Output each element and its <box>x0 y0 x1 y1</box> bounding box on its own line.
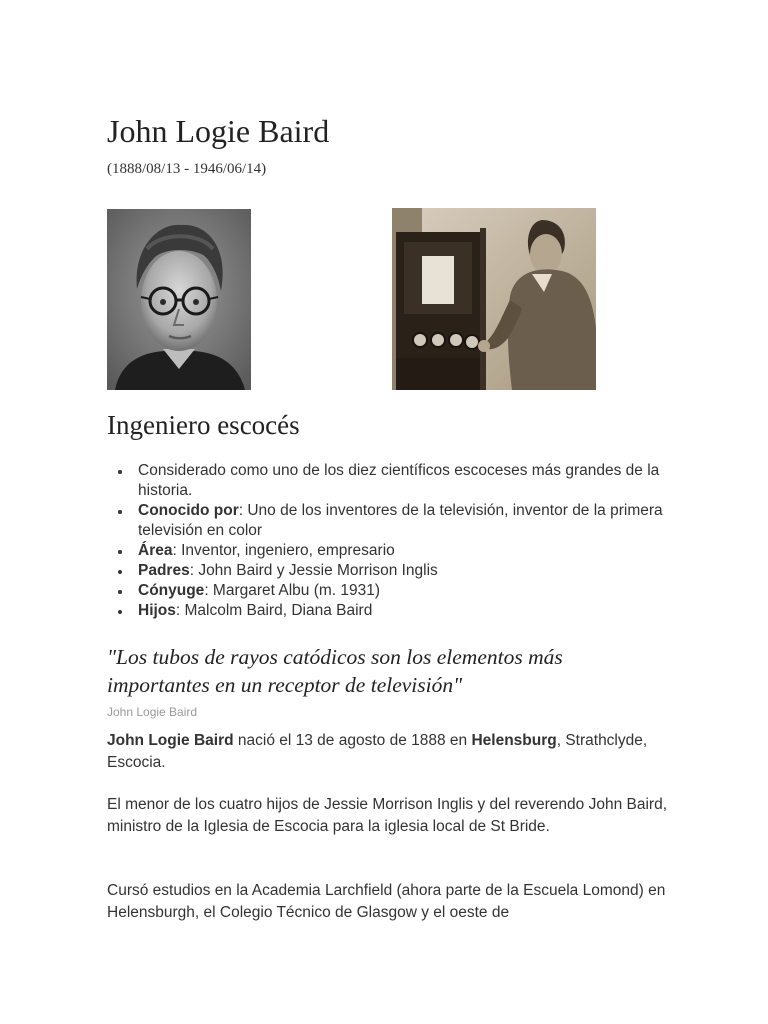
bold-name: John Logie Baird <box>107 732 234 749</box>
paragraph-text: nació el 13 de agosto de 1888 en <box>233 732 472 749</box>
list-item <box>138 601 667 621</box>
fact-text: : Margaret Albu (m. 1931) <box>204 582 381 599</box>
fact-label: Área <box>138 542 173 559</box>
fact-text: : John Baird y Jessie Morrison Inglis <box>189 562 438 579</box>
life-dates: (1888/08/13 - 1946/06/14) <box>107 161 267 177</box>
paragraph-birth <box>107 730 667 774</box>
fact-text: : Malcolm Baird, Diana Baird <box>175 602 373 619</box>
paragraph-family: El menor de los cuatro hijos de Jessie Morrison Inglis y del reverendo John Baird, ministro de la Iglesia de Escocia para la iglesia local de St Bride. <box>107 796 667 835</box>
quote-author: John Logie Baird <box>107 705 198 719</box>
quote-text: "Los tubos de rayos catódicos son los elementos más importantes en un receptor de televisión" <box>107 645 563 697</box>
portrait-photo <box>107 209 251 390</box>
page-title: John Logie Baird <box>107 113 330 149</box>
paragraph-text: , Strathclyde, Escocia. <box>107 732 648 771</box>
television-photo <box>392 208 596 390</box>
fact-text: Considerado como uno de los diez científicos escoceses más grandes de la historia. <box>138 462 660 499</box>
facts-list <box>107 461 667 621</box>
list-item <box>138 461 667 501</box>
fact-text: : Uno de los inventores de la televisión, inventor de la primera televisión en color <box>138 502 663 539</box>
list-item <box>138 581 667 601</box>
fact-label: Hijos <box>138 602 176 619</box>
paragraph-education: Cursó estudios en la Academia Larchfield (ahora parte de la Escuela Lomond) en Helensburgh, el Colegio Técnico de Glasgow y el oeste de <box>107 882 666 921</box>
fact-text: : Inventor, ingeniero, empresario <box>172 542 395 559</box>
bold-place: Helensburg <box>471 732 557 749</box>
fact-label: Conocido por <box>138 502 239 519</box>
fact-label: Padres <box>138 562 190 579</box>
list-item <box>138 501 667 541</box>
fact-label: Cónyuge <box>138 582 205 599</box>
section-heading: Ingeniero escocés <box>107 410 300 440</box>
list-item <box>138 561 667 581</box>
list-item <box>138 541 667 561</box>
